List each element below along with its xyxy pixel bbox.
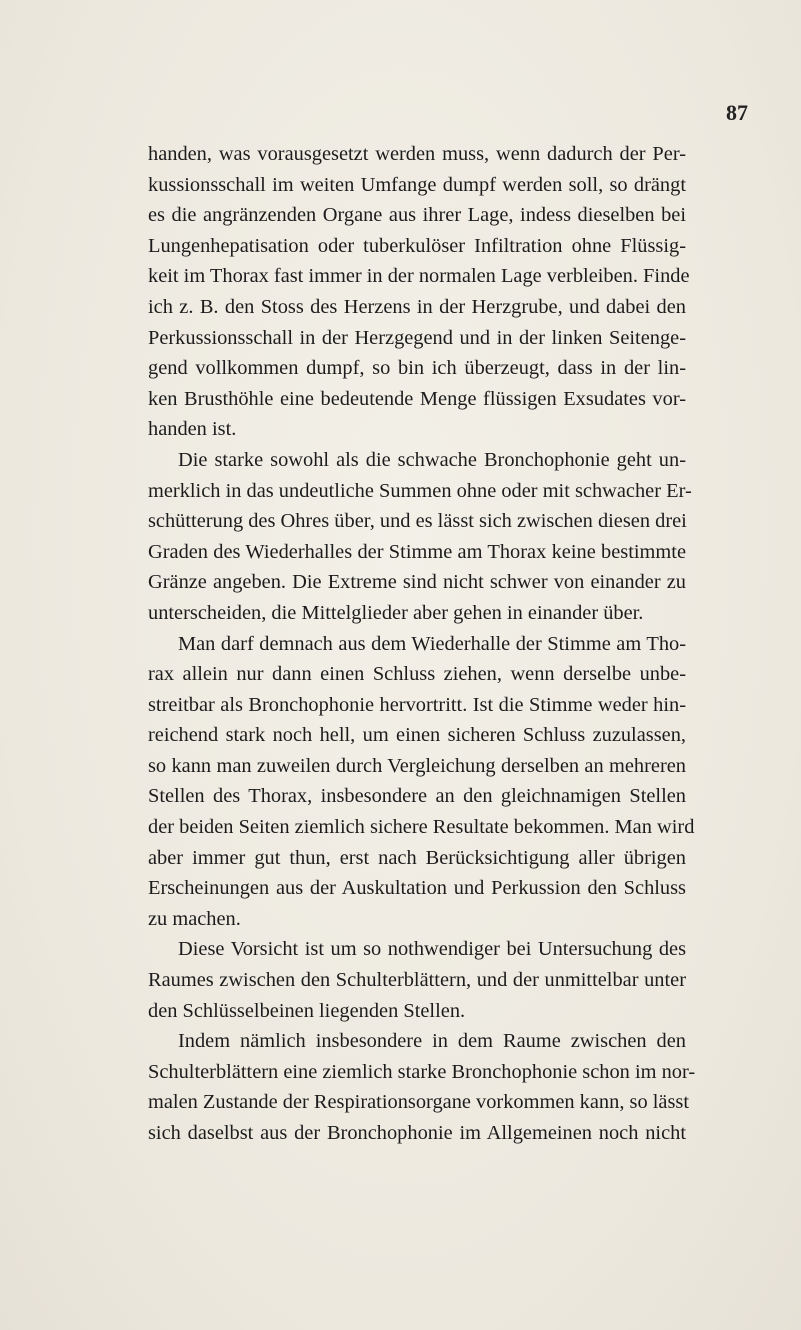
text-line: Die starke sowohl als die schwache Bronchophonie geht un-: [178, 448, 686, 471]
text-line: Diese Vorsicht ist um so nothwendiger bei Untersuchung des: [178, 938, 686, 961]
text-line: rax allein nur dann einen Schluss ziehen, wenn derselbe unbe-: [148, 663, 686, 686]
text-line: der beiden Seiten ziemlich sichere Resultate bekommen. Man wird: [148, 816, 695, 839]
text-line: handen, was vorausgesetzt werden muss, wenn dadurch der Per-: [148, 143, 686, 165]
text-line: Schulterblättern eine ziemlich starke Bronchophonie schon im nor-: [148, 1060, 696, 1083]
text-line: streitbar als Bronchophonie hervortritt. Ist die Stimme weder hin-: [148, 693, 686, 716]
text-line: keit im Thorax fast immer in der normalen Lage verbleiben. Finde: [148, 265, 690, 288]
text-line: malen Zustande der Respirationsorgane vorkommen kann, so lässt: [148, 1091, 689, 1114]
text-line: Stellen des Thorax, insbesondere an den gleichnamigen Stellen: [148, 785, 686, 808]
text-line: merklich in das undeutliche Summen ohne oder mit schwacher Er-: [148, 479, 692, 502]
text-line: Erscheinungen aus der Auskultation und Perkussion den Schluss: [148, 877, 686, 900]
text-line: kussionsschall im weiten Umfange dumpf werden soll, so drängt: [148, 173, 686, 196]
text-line: Graden des Wiederhalles der Stimme am Thorax keine bestimmte: [148, 540, 686, 563]
text-line: handen ist.: [148, 418, 237, 441]
text-line: Gränze angeben. Die Extreme sind nicht schwer von einander zu: [148, 571, 686, 594]
text-line: schütterung des Ohres über, und es lässt sich zwischen diesen drei: [148, 510, 687, 533]
body-text: [148, 139, 696, 1149]
text-line: Raumes zwischen den Schulterblättern, und der unmittelbar unter: [148, 969, 686, 992]
text-line: Perkussionsschall in der Herzgegend und in der linken Seitenge-: [148, 326, 686, 349]
text-line: so kann man zuweilen durch Vergleichung derselben an mehreren: [148, 754, 686, 777]
text-line: unterscheiden, die Mittelglieder aber gehen in einander über.: [148, 601, 644, 624]
text-line: es die angränzenden Organe aus ihrer Lage, indess dieselben bei: [148, 204, 686, 227]
page-number: 87: [726, 100, 748, 125]
text-line: Indem nämlich insbesondere in dem Raume zwischen den: [178, 1030, 686, 1053]
text-line: den Schlüsselbeinen liegenden Stellen.: [148, 999, 466, 1022]
text-line: Man darf demnach aus dem Wiederhalle der Stimme am Tho-: [178, 632, 686, 655]
text-line: ken Brusthöhle eine bedeutende Menge flüssigen Exsudates vor-: [148, 387, 686, 410]
text-line: gend vollkommen dumpf, so bin ich überzeugt, dass in der lin-: [148, 357, 686, 380]
text-line: ich z. B. den Stoss des Herzens in der Herzgrube, und dabei den: [148, 295, 686, 318]
text-line: Lungenhepatisation oder tuberkulöser Infiltration ohne Flüssig-: [148, 234, 686, 257]
text-line: sich daselbst aus der Bronchophonie im Allgemeinen noch nicht: [148, 1122, 686, 1144]
text-line: zu machen.: [148, 907, 241, 930]
text-line: reichend stark noch hell, um einen sicheren Schluss zuzulassen,: [148, 724, 686, 747]
text-line: aber immer gut thun, erst nach Berücksichtigung aller übrigen: [148, 846, 686, 869]
